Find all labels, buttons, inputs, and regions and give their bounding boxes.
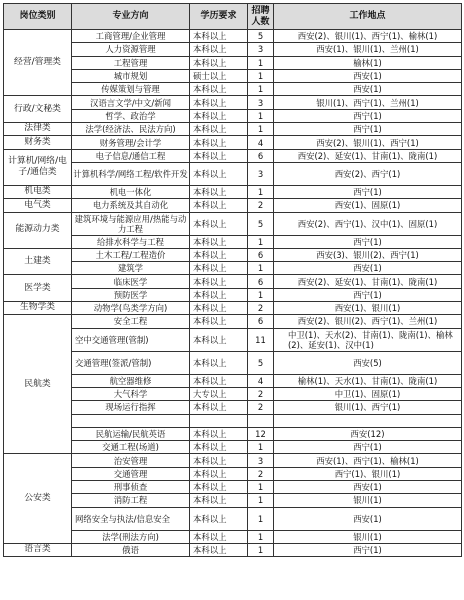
education-cell: 本科以上 xyxy=(190,30,248,43)
count-cell: 6 xyxy=(248,149,274,162)
location-cell: 西安(1)、固原(1) xyxy=(274,199,462,212)
recruitment-table-container xyxy=(3,3,462,557)
major-cell: 空中交通管理(管制) xyxy=(72,328,190,351)
count-cell: 1 xyxy=(248,83,274,96)
count-cell: 3 xyxy=(248,162,274,185)
education-cell: 本科以上 xyxy=(190,543,248,556)
count-cell: 2 xyxy=(248,302,274,315)
count-cell: 5 xyxy=(248,212,274,235)
category-cell: 计算机/网络/电子/通信类 xyxy=(4,149,72,185)
table-row xyxy=(4,302,462,315)
table-row xyxy=(4,123,462,136)
major-cell: 临床医学 xyxy=(72,275,190,288)
education-cell: 本科以上 xyxy=(190,136,248,149)
major-cell: 计算机科学/网络工程/软件开发 xyxy=(72,162,190,185)
location-cell: 西宁(1)、银川(1) xyxy=(274,467,462,480)
education-cell: 本科以上 xyxy=(190,374,248,387)
education-cell: 本科以上 xyxy=(190,275,248,288)
major-cell: 电力系统及其自动化 xyxy=(72,199,190,212)
category-cell: 电气类 xyxy=(4,199,72,212)
education-cell: 大专以上 xyxy=(190,387,248,400)
location-cell: 西安(12) xyxy=(274,427,462,440)
education-cell: 本科以上 xyxy=(190,288,248,301)
major-cell xyxy=(72,414,190,427)
category-cell: 法律类 xyxy=(4,123,72,136)
count-cell: 6 xyxy=(248,315,274,328)
table-row xyxy=(4,248,462,261)
education-cell: 本科以上 xyxy=(190,248,248,261)
major-cell: 交通工程(场道) xyxy=(72,441,190,454)
table-row xyxy=(4,427,462,440)
location-cell: 西安(1) xyxy=(274,507,462,530)
major-cell: 安全工程 xyxy=(72,315,190,328)
location-cell: 中卫(1)、天水(2)、甘南(1)、陇南(1)、榆林(2)、延安(1)、汉中(1) xyxy=(274,328,462,351)
education-cell: 本科以上 xyxy=(190,328,248,351)
education-cell: 本科以上 xyxy=(190,235,248,248)
table-row xyxy=(4,43,462,56)
table-row xyxy=(4,136,462,149)
header-category: 岗位类别 xyxy=(4,4,72,30)
location-cell: 西宁(1) xyxy=(274,288,462,301)
location-cell: 西宁(1) xyxy=(274,441,462,454)
category-cell: 经营/管理类 xyxy=(4,30,72,96)
education-cell: 本科以上 xyxy=(190,401,248,414)
category-cell: 公安类 xyxy=(4,454,72,543)
count-cell: 3 xyxy=(248,96,274,109)
count-cell: 5 xyxy=(248,351,274,374)
location-cell: 西安(2)、银川(2)、西宁(1)、兰州(1) xyxy=(274,315,462,328)
major-cell: 哲学、政治学 xyxy=(72,109,190,122)
location-cell: 西安(1)、西宁(1)、榆林(1) xyxy=(274,454,462,467)
major-cell: 交通管理(签派/管制) xyxy=(72,351,190,374)
major-cell: 财务管理/会计学 xyxy=(72,136,190,149)
major-cell: 工商管理/企业管理 xyxy=(72,30,190,43)
count-cell: 1 xyxy=(248,543,274,556)
location-cell: 西安(1)、银川(1) xyxy=(274,302,462,315)
location-cell: 西安(1) xyxy=(274,481,462,494)
location-cell: 银川(1) xyxy=(274,530,462,543)
education-cell: 本科以上 xyxy=(190,199,248,212)
location-cell: 西安(3)、银川(2)、西宁(1) xyxy=(274,248,462,261)
location-cell: 银川(1) xyxy=(274,494,462,507)
location-cell: 西安(2)、银川(1)、西宁(1)、榆林(1) xyxy=(274,30,462,43)
count-cell: 6 xyxy=(248,275,274,288)
education-cell: 本科以上 xyxy=(190,109,248,122)
count-cell: 1 xyxy=(248,288,274,301)
header-major: 专业方向 xyxy=(72,4,190,30)
location-cell: 西安(2)、银川(1)、西宁(1) xyxy=(274,136,462,149)
category-cell: 民航类 xyxy=(4,315,72,454)
table-row xyxy=(4,96,462,109)
count-cell: 1 xyxy=(248,69,274,82)
major-cell: 建筑学 xyxy=(72,262,190,275)
count-cell xyxy=(248,414,274,427)
education-cell: 本科以上 xyxy=(190,454,248,467)
education-cell: 本科以上 xyxy=(190,43,248,56)
count-cell: 2 xyxy=(248,199,274,212)
location-cell: 西宁(1) xyxy=(274,123,462,136)
count-cell: 4 xyxy=(248,374,274,387)
location-cell: 西安(2)、延安(1)、甘南(1)、陇南(1) xyxy=(274,149,462,162)
location-cell: 榆林(1)、天水(1)、甘南(1)、陇南(1) xyxy=(274,374,462,387)
education-cell: 本科以上 xyxy=(190,441,248,454)
table-header-row xyxy=(4,4,462,30)
education-cell: 硕士以上 xyxy=(190,69,248,82)
major-cell: 传媒策划与管理 xyxy=(72,83,190,96)
education-cell: 本科以上 xyxy=(190,212,248,235)
education-cell: 本科以上 xyxy=(190,494,248,507)
count-cell: 1 xyxy=(248,262,274,275)
table-row xyxy=(4,328,462,351)
education-cell: 本科以上 xyxy=(190,302,248,315)
major-cell: 交通管理 xyxy=(72,467,190,480)
count-cell: 1 xyxy=(248,56,274,69)
education-cell: 本科以上 xyxy=(190,315,248,328)
major-cell: 治安管理 xyxy=(72,454,190,467)
category-cell: 语言类 xyxy=(4,543,72,556)
table-row xyxy=(4,162,462,185)
education-cell: 本科以上 xyxy=(190,530,248,543)
category-cell: 土建类 xyxy=(4,248,72,275)
count-cell: 5 xyxy=(248,30,274,43)
location-cell: 榆林(1) xyxy=(274,56,462,69)
education-cell: 本科以上 xyxy=(190,427,248,440)
education-cell xyxy=(190,414,248,427)
education-cell: 本科以上 xyxy=(190,507,248,530)
major-cell: 法学(刑法方向) xyxy=(72,530,190,543)
category-cell: 生物学类 xyxy=(4,302,72,315)
recruitment-table xyxy=(3,3,462,557)
table-row xyxy=(4,481,462,494)
education-cell: 本科以上 xyxy=(190,96,248,109)
location-cell: 西宁(1) xyxy=(274,185,462,198)
table-row xyxy=(4,109,462,122)
count-cell: 1 xyxy=(248,185,274,198)
table-row xyxy=(4,185,462,198)
location-cell: 西宁(1) xyxy=(274,109,462,122)
major-cell: 预防医学 xyxy=(72,288,190,301)
location-cell: 西安(2)、西宁(1) xyxy=(274,162,462,185)
table-row xyxy=(4,454,462,467)
location-cell: 中卫(1)、固原(1) xyxy=(274,387,462,400)
major-cell: 动物学(鸟类学方向) xyxy=(72,302,190,315)
location-cell: 西安(1) xyxy=(274,69,462,82)
table-row xyxy=(4,467,462,480)
count-cell: 4 xyxy=(248,136,274,149)
major-cell: 网络安全与执法/信息安全 xyxy=(72,507,190,530)
count-cell: 1 xyxy=(248,123,274,136)
count-cell: 2 xyxy=(248,467,274,480)
count-cell: 3 xyxy=(248,454,274,467)
table-row xyxy=(4,275,462,288)
table-row xyxy=(4,351,462,374)
count-cell: 2 xyxy=(248,401,274,414)
education-cell: 本科以上 xyxy=(190,481,248,494)
table-row xyxy=(4,387,462,400)
category-cell: 行政/文秘类 xyxy=(4,96,72,123)
count-cell: 1 xyxy=(248,235,274,248)
location-cell: 西宁(1) xyxy=(274,235,462,248)
category-cell: 能源动力类 xyxy=(4,212,72,248)
table-row xyxy=(4,507,462,530)
major-cell: 城市规划 xyxy=(72,69,190,82)
table-row xyxy=(4,56,462,69)
location-cell xyxy=(274,414,462,427)
table-row xyxy=(4,149,462,162)
header-location: 工作地点 xyxy=(274,4,462,30)
location-cell: 银川(1)、西宁(1) xyxy=(274,401,462,414)
major-cell: 民航运输/民航英语 xyxy=(72,427,190,440)
major-cell: 法学(经济法、民法方向) xyxy=(72,123,190,136)
major-cell: 大气科学 xyxy=(72,387,190,400)
count-cell: 1 xyxy=(248,109,274,122)
table-row xyxy=(4,288,462,301)
major-cell: 航空器维修 xyxy=(72,374,190,387)
education-cell: 本科以上 xyxy=(190,56,248,69)
major-cell: 刑事侦查 xyxy=(72,481,190,494)
location-cell: 西安(1) xyxy=(274,262,462,275)
count-cell: 1 xyxy=(248,507,274,530)
major-cell: 汉语言文学/中文/新闻 xyxy=(72,96,190,109)
location-cell: 西安(2)、西宁(1)、汉中(1)、固原(1) xyxy=(274,212,462,235)
count-cell: 3 xyxy=(248,43,274,56)
location-cell: 西安(2)、延安(1)、甘南(1)、陇南(1) xyxy=(274,275,462,288)
table-row xyxy=(4,199,462,212)
major-cell: 工程管理 xyxy=(72,56,190,69)
location-cell: 西安(1) xyxy=(274,83,462,96)
table-row xyxy=(4,212,462,235)
education-cell: 本科以上 xyxy=(190,262,248,275)
education-cell: 本科以上 xyxy=(190,351,248,374)
major-cell: 人力资源管理 xyxy=(72,43,190,56)
table-row xyxy=(4,414,462,427)
count-cell: 6 xyxy=(248,248,274,261)
table-row xyxy=(4,441,462,454)
table-row xyxy=(4,494,462,507)
header-education: 学历要求 xyxy=(190,4,248,30)
major-cell: 给排水科学与工程 xyxy=(72,235,190,248)
table-row xyxy=(4,262,462,275)
category-cell: 财务类 xyxy=(4,136,72,149)
count-cell: 1 xyxy=(248,481,274,494)
location-cell: 西安(5) xyxy=(274,351,462,374)
table-row xyxy=(4,69,462,82)
count-cell: 1 xyxy=(248,441,274,454)
education-cell: 本科以上 xyxy=(190,162,248,185)
table-row xyxy=(4,30,462,43)
education-cell: 本科以上 xyxy=(190,83,248,96)
category-cell: 医学类 xyxy=(4,275,72,302)
major-cell: 土木工程/工程造价 xyxy=(72,248,190,261)
count-cell: 1 xyxy=(248,530,274,543)
major-cell: 建筑环境与能源应用/热能与动力工程 xyxy=(72,212,190,235)
count-cell: 1 xyxy=(248,494,274,507)
education-cell: 本科以上 xyxy=(190,185,248,198)
table-row xyxy=(4,83,462,96)
education-cell: 本科以上 xyxy=(190,149,248,162)
location-cell: 银川(1)、西宁(1)、兰州(1) xyxy=(274,96,462,109)
count-cell: 2 xyxy=(248,387,274,400)
major-cell: 消防工程 xyxy=(72,494,190,507)
table-row xyxy=(4,315,462,328)
major-cell: 机电一体化 xyxy=(72,185,190,198)
count-cell: 12 xyxy=(248,427,274,440)
category-cell: 机电类 xyxy=(4,185,72,198)
table-row xyxy=(4,543,462,556)
header-count: 招聘人数 xyxy=(248,4,274,30)
table-row xyxy=(4,530,462,543)
count-cell: 11 xyxy=(248,328,274,351)
table-row xyxy=(4,235,462,248)
location-cell: 西宁(1) xyxy=(274,543,462,556)
table-row xyxy=(4,374,462,387)
major-cell: 现场运行指挥 xyxy=(72,401,190,414)
location-cell: 西安(1)、银川(1)、兰州(1) xyxy=(274,43,462,56)
education-cell: 本科以上 xyxy=(190,123,248,136)
major-cell: 俄语 xyxy=(72,543,190,556)
table-row xyxy=(4,401,462,414)
major-cell: 电子信息/通信工程 xyxy=(72,149,190,162)
education-cell: 本科以上 xyxy=(190,467,248,480)
